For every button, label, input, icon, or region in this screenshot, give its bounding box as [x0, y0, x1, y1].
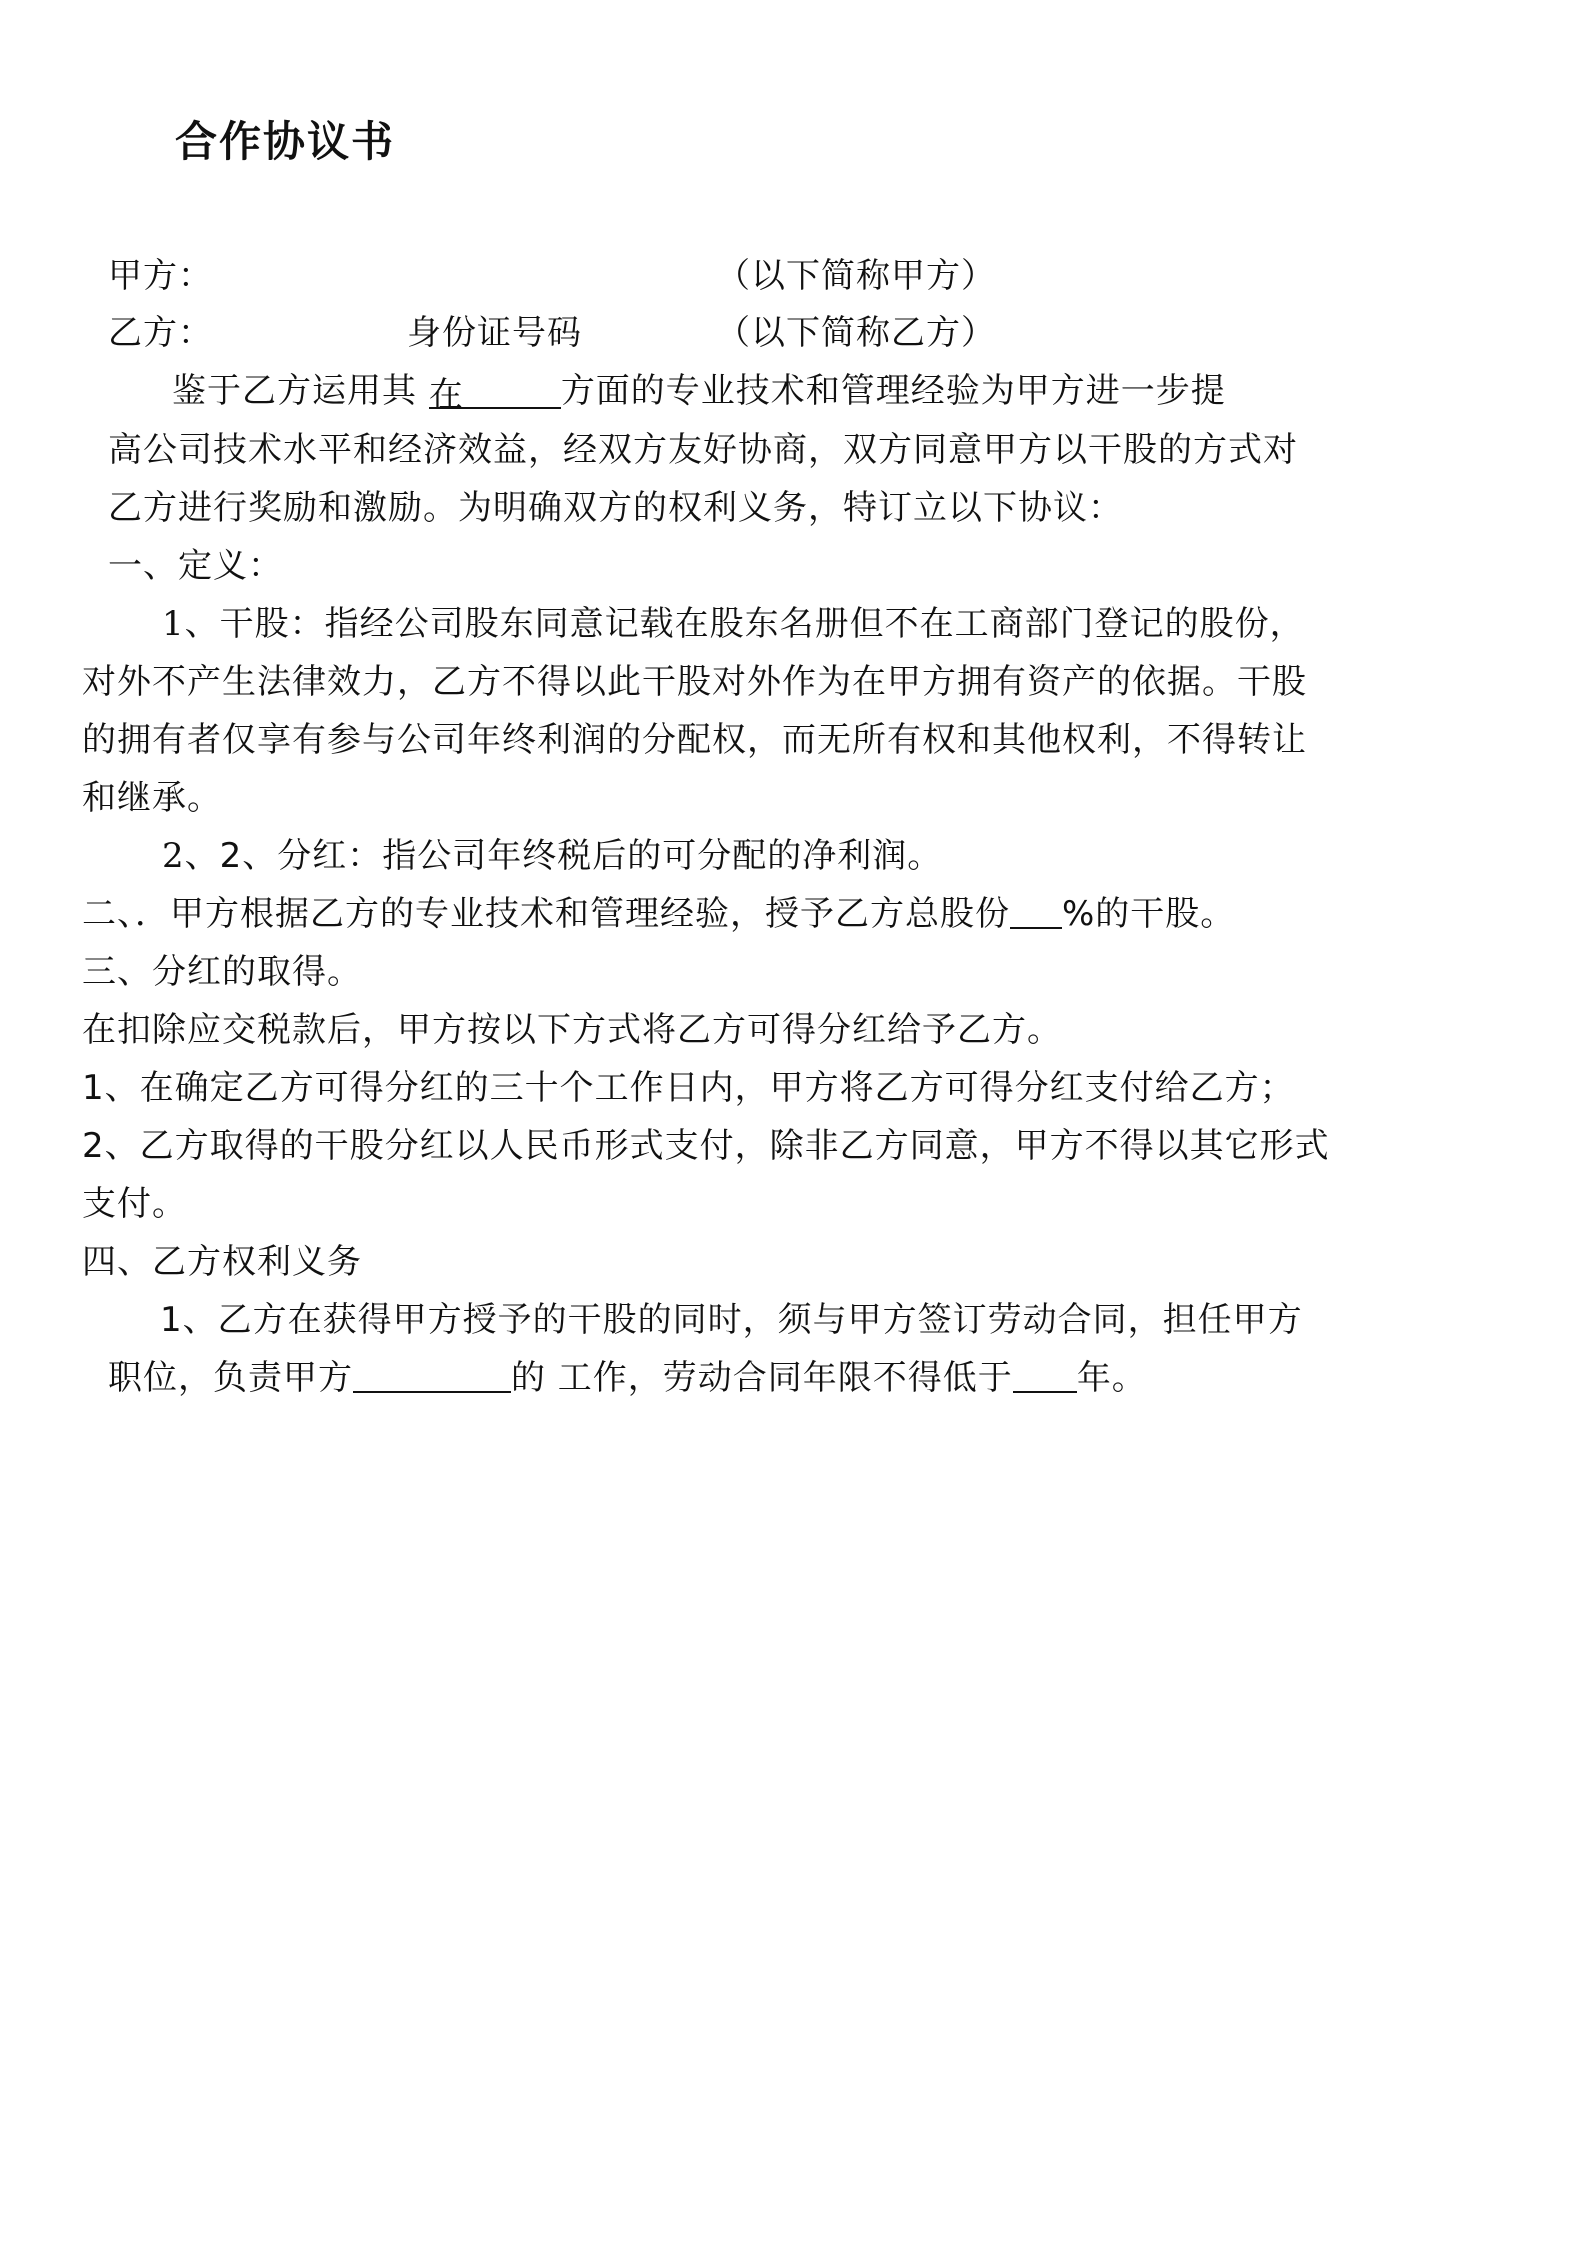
- party-a-label: 甲方：: [108, 256, 213, 296]
- field-blank: [428, 373, 561, 415]
- section-2-text-after: %的干股。: [1062, 894, 1236, 934]
- section-3-item-2-line-1: 2、乙方取得的干股分红以人民币形式支付，除非乙方同意，甲方不得以其它形式: [82, 1126, 1330, 1166]
- preamble-line-3: 乙方进行奖励和激励。为明确双方的权利义务，特订立以下协议：: [108, 488, 1123, 528]
- preamble-line-2: 高公司技术水平和经济效益，经双方友好协商，双方同意甲方以干股的方式对: [108, 430, 1298, 470]
- section-4-text-mid: 的 工作，劳动合同年限不得低于: [511, 1358, 1013, 1398]
- definition-1-line-3: 的拥有者仅享有参与公司年终利润的分配权，而无所有权和其他权利，不得转让: [82, 720, 1307, 760]
- section-2-text: 二、．甲方根据乙方的专业技术和管理经验，授予乙方总股份: [82, 894, 1010, 934]
- section-3-item-1: 1、在确定乙方可得分红的三十个工作日内，甲方将乙方可得分红支付给乙方；: [82, 1068, 1295, 1108]
- definition-text: 2、分红：指公司年终税后的可分配的净利润。: [219, 836, 943, 876]
- section-3-heading: 三、分红的取得。: [82, 952, 362, 992]
- section-4-item-1-line-2: [108, 1356, 1147, 1400]
- definition-1-line-1: [162, 602, 1305, 646]
- years-blank: [1013, 1357, 1077, 1393]
- section-1-heading: 一、定义：: [108, 546, 283, 586]
- duty-blank: [353, 1357, 511, 1393]
- section-4-text: 职位，负责甲方: [108, 1358, 353, 1398]
- section-3-intro: 在扣除应交税款后，甲方按以下方式将乙方可得分红给予乙方。: [82, 1010, 1062, 1050]
- section-4-item-1-line-1: 1、乙方在获得甲方授予的干股的同时，须与甲方签订劳动合同，担任甲方: [160, 1300, 1303, 1340]
- party-a-suffix: （以下简称甲方）: [716, 256, 996, 296]
- preamble-line-1: [172, 369, 1226, 413]
- party-b-label: 乙方：: [108, 313, 213, 353]
- section-3-item-2-line-2: 支付。: [82, 1184, 187, 1224]
- definition-text: 干股：指经公司股东同意记载在股东名册但不在工商部门登记的股份，: [219, 604, 1305, 644]
- document-title: 合作协议书: [175, 117, 396, 166]
- party-b-suffix: （以下简称乙方）: [716, 313, 996, 353]
- item-number: 2、: [162, 836, 220, 876]
- party-b-id-label: 身份证号码: [407, 313, 582, 353]
- percent-blank: [1010, 893, 1062, 929]
- item-number: 1、: [162, 604, 220, 644]
- definition-2: [162, 834, 942, 878]
- section-4-heading: 四、乙方权利义务: [82, 1242, 362, 1282]
- preamble-text: 方面的专业技术和管理经验为甲方进一步提: [560, 371, 1226, 411]
- definition-1-line-2: 对外不产生法律效力，乙方不得以此干股对外作为在甲方拥有资产的依据。干股: [82, 662, 1307, 702]
- preamble-blank-text: 在: [428, 375, 464, 415]
- definition-1-line-4: 和继承。: [82, 778, 222, 818]
- preamble-text: 鉴于乙方运用其: [172, 371, 417, 411]
- section-2: [82, 892, 1235, 936]
- section-4-text-after: 年。: [1076, 1358, 1147, 1398]
